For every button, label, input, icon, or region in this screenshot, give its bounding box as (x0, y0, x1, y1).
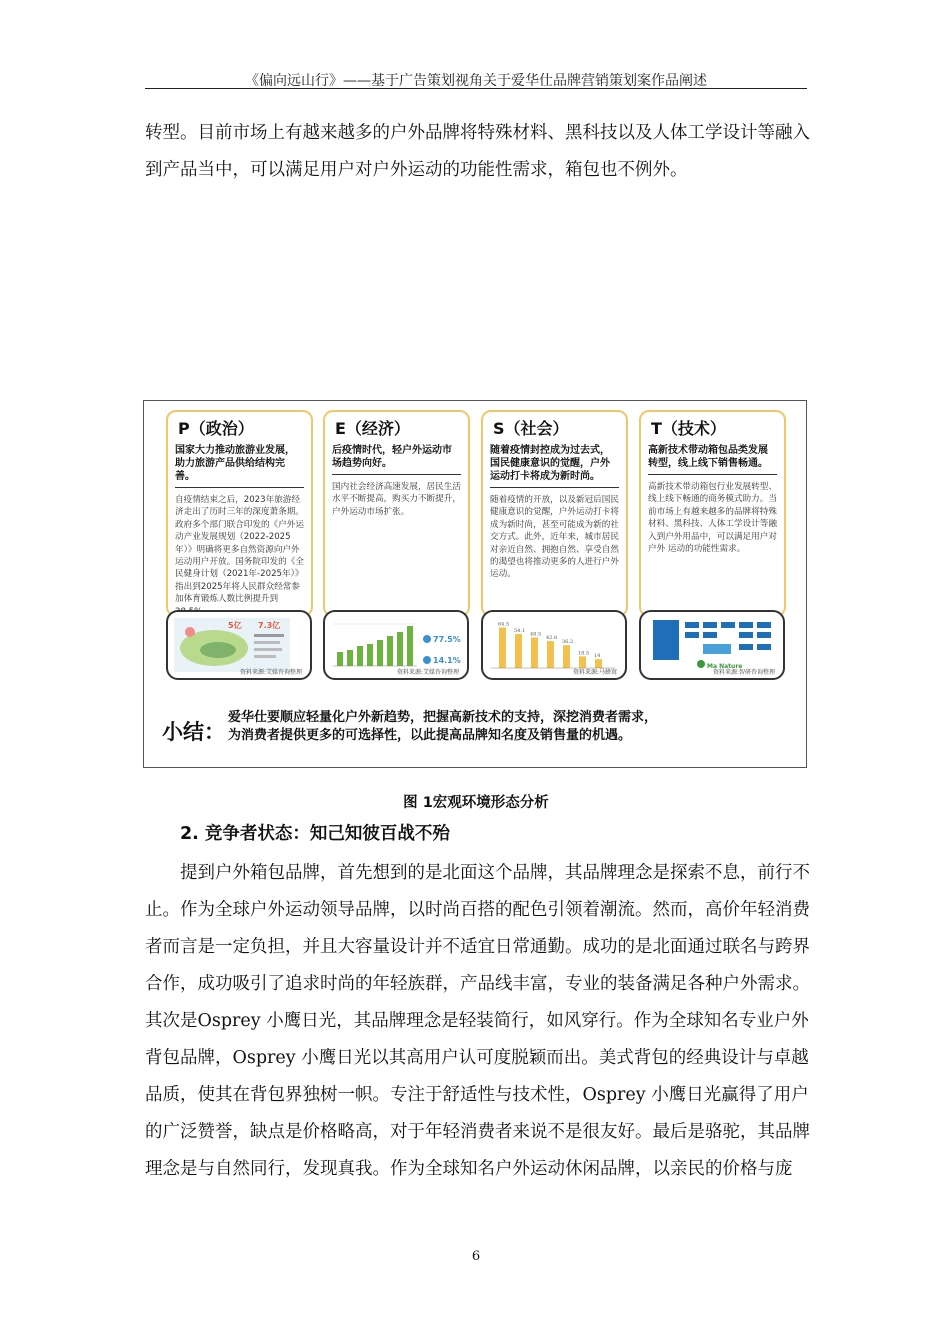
column-rule (490, 487, 619, 488)
green-bar (407, 626, 413, 666)
column-body: 国内社会经济高速发展，居民生活水平不断提高，购买力不断提升，户外运动市场扩张。 (332, 482, 461, 517)
ma-nature-logo: Ma Nature (707, 663, 743, 670)
green-bar (377, 640, 383, 666)
yellow-bar (563, 645, 570, 668)
column-headline: 随着疫情封控成为过去式，国民健康意识的觉醒，户外运动打卡将成为新时尚。 (490, 445, 610, 482)
column-headline: 国家大力推动旅游业发展，助力旅游产品供给结构完善。 (175, 445, 295, 482)
green-bar (337, 652, 343, 666)
column-title: T（技术） (651, 419, 726, 438)
figure-caption: 图 1宏观环境形态分析 (403, 795, 549, 811)
column-title: P（政治） (178, 419, 254, 438)
column-title: S（社会） (493, 419, 569, 438)
yellow-bar-label: 48.5 (530, 631, 542, 638)
column-headline: 后疫情时代，轻户外运动市场趋势向好。 (332, 445, 452, 469)
page-number: 6 (471, 1249, 481, 1264)
source-note: 资料来源:智研咨询整理 (712, 669, 775, 676)
thumbnail-yellow-bar-chart (481, 610, 627, 680)
yellow-bar (499, 627, 506, 668)
column-headline: 高新技术带动箱包品类发展转型，线上线下销售畅通。 (648, 445, 768, 469)
yellow-bar (547, 641, 554, 668)
source-note: 资料来源:马蜂窝 (572, 669, 617, 676)
column-rule (175, 487, 304, 488)
badge-5yi: 5亿 (228, 621, 242, 630)
source-note: 资料来源:艾媒咨询整理 (396, 669, 459, 676)
paragraph-intro: 转型。目前市场上有越来越多的户外品牌将特殊材料、黑科技以及人体工学设计等融入到产品当中，可以满足用户对户外运动的功能性需求，箱包也不例外。 (145, 123, 810, 180)
thumbnail-map-infographic (166, 610, 312, 680)
yellow-bar-label: 42.8 (546, 635, 558, 642)
summary-text (228, 709, 788, 745)
paragraph-competitors: 提到户外箱包品牌，首先想到的是北面这个品牌，其品牌理念是探索不息，前行不止。作为全球户外运动领导品牌，以时尚百搭的配色引领着潮流。然而，高价年轻消费者而言是一定负担，并且大容量设计并不适宜日常通勤。成功的是北面通过联名与跨界合作，成功吸引了追求时尚的年轻族群，产品线丰富，专业的装备满足各种户外需求。其次是Osprey 小鹰日光，其品牌理念是轻装简行，如风穿行。作为全球知名专业户外背包品牌，Osprey 小鹰日光以其高用户认可度脱颖而出。美式背包的经典设计与卓越品质，使其在背包界独树一帜。专注于舒适性与技术性，Osprey 小鹰日光赢得了用户的广泛赞誉，缺点是价格略高，对于年轻消费者来说不是很友好。最后是骆驼，其品牌理念是与自然同行，发现真我。作为全球知名户外运动休闲品牌，以亲民的价格与庞 (145, 863, 810, 1179)
summary-line-2: 为消费者提供更多的可选择性，以此提高品牌知名度及销售量的机遇。 (228, 728, 632, 743)
yellow-bar-label: 36.2 (562, 639, 574, 646)
column-body: 随着疫情的开放，以及新冠后国民健康意识的觉醒，户外运动打卡将成为新时尚，甚至可能成为新的社交方式。此外，近年来，城市居民对亲近自然、拥抱自然、享受自然的渴望也将推动更多的人进行户外运动。 (490, 495, 619, 580)
pest-column-political (166, 410, 313, 617)
yellow-bar-label: 54.1 (514, 627, 526, 634)
section-heading: 2. 竞争者状态：知己知彼百战不殆 (180, 824, 450, 844)
thumbnail-tech-diagram (639, 610, 785, 680)
summary-label: 小结： (162, 720, 225, 744)
yellow-bar-label: 14 (594, 653, 601, 660)
column-rule (332, 474, 461, 475)
running-header: 《偏向远山行》——基于广告策划视角关于爱华仕品牌营销策划案作品阐述 (245, 73, 707, 89)
green-bar (367, 644, 373, 666)
yellow-bar (515, 634, 522, 668)
green-bar (387, 636, 393, 666)
badge-77-5: 77.5% (433, 635, 461, 644)
pest-column-technology (639, 410, 786, 617)
column-body: 高新技术带动箱包行业发展转型、线上线下畅通的商务模式助力。当前市场上有越来越多的品牌将特殊材料、黑科技、人体工学设计等融入到户外用品中，可以满足用户对户外 运动的功能性需求。 (648, 482, 777, 555)
badge-7-3yi: 7.3亿 (258, 621, 281, 630)
pest-column-economic (323, 410, 470, 617)
yellow-bar (531, 638, 538, 668)
green-bar (357, 646, 363, 666)
column-rule (648, 474, 777, 475)
badge-14-1: 14.1% (433, 656, 461, 665)
header-rule (145, 88, 807, 89)
yellow-bar-label: 64.5 (498, 621, 510, 628)
green-bar (347, 650, 353, 666)
thumbnail-green-bar-chart (323, 610, 469, 680)
yellow-bar-label: 18.5 (578, 650, 590, 657)
green-bar (397, 632, 403, 666)
summary-line-1: 爱华仕要顺应轻量化户外新趋势，把握高新技术的支持，深挖消费者需求， (228, 710, 658, 725)
pest-column-social (481, 410, 628, 617)
source-note: 资料来源:艾媒咨询整理 (239, 669, 302, 676)
column-body: 自疫情结束之后，2023年旅游经济走出了历时三年的深度萧条期。政府多个部门联合印发的《户外运动产业发展规划（2022-2025年）》明确将更多自然资源向户外运动用户开放。国务院印发的《全民健身计划（2021年-2025年）》指出到2025年将人民群众经常参加体育锻炼人数比例提升到 (175, 495, 304, 605)
column-title: E（经济） (335, 419, 410, 438)
pest-figure (143, 400, 807, 768)
